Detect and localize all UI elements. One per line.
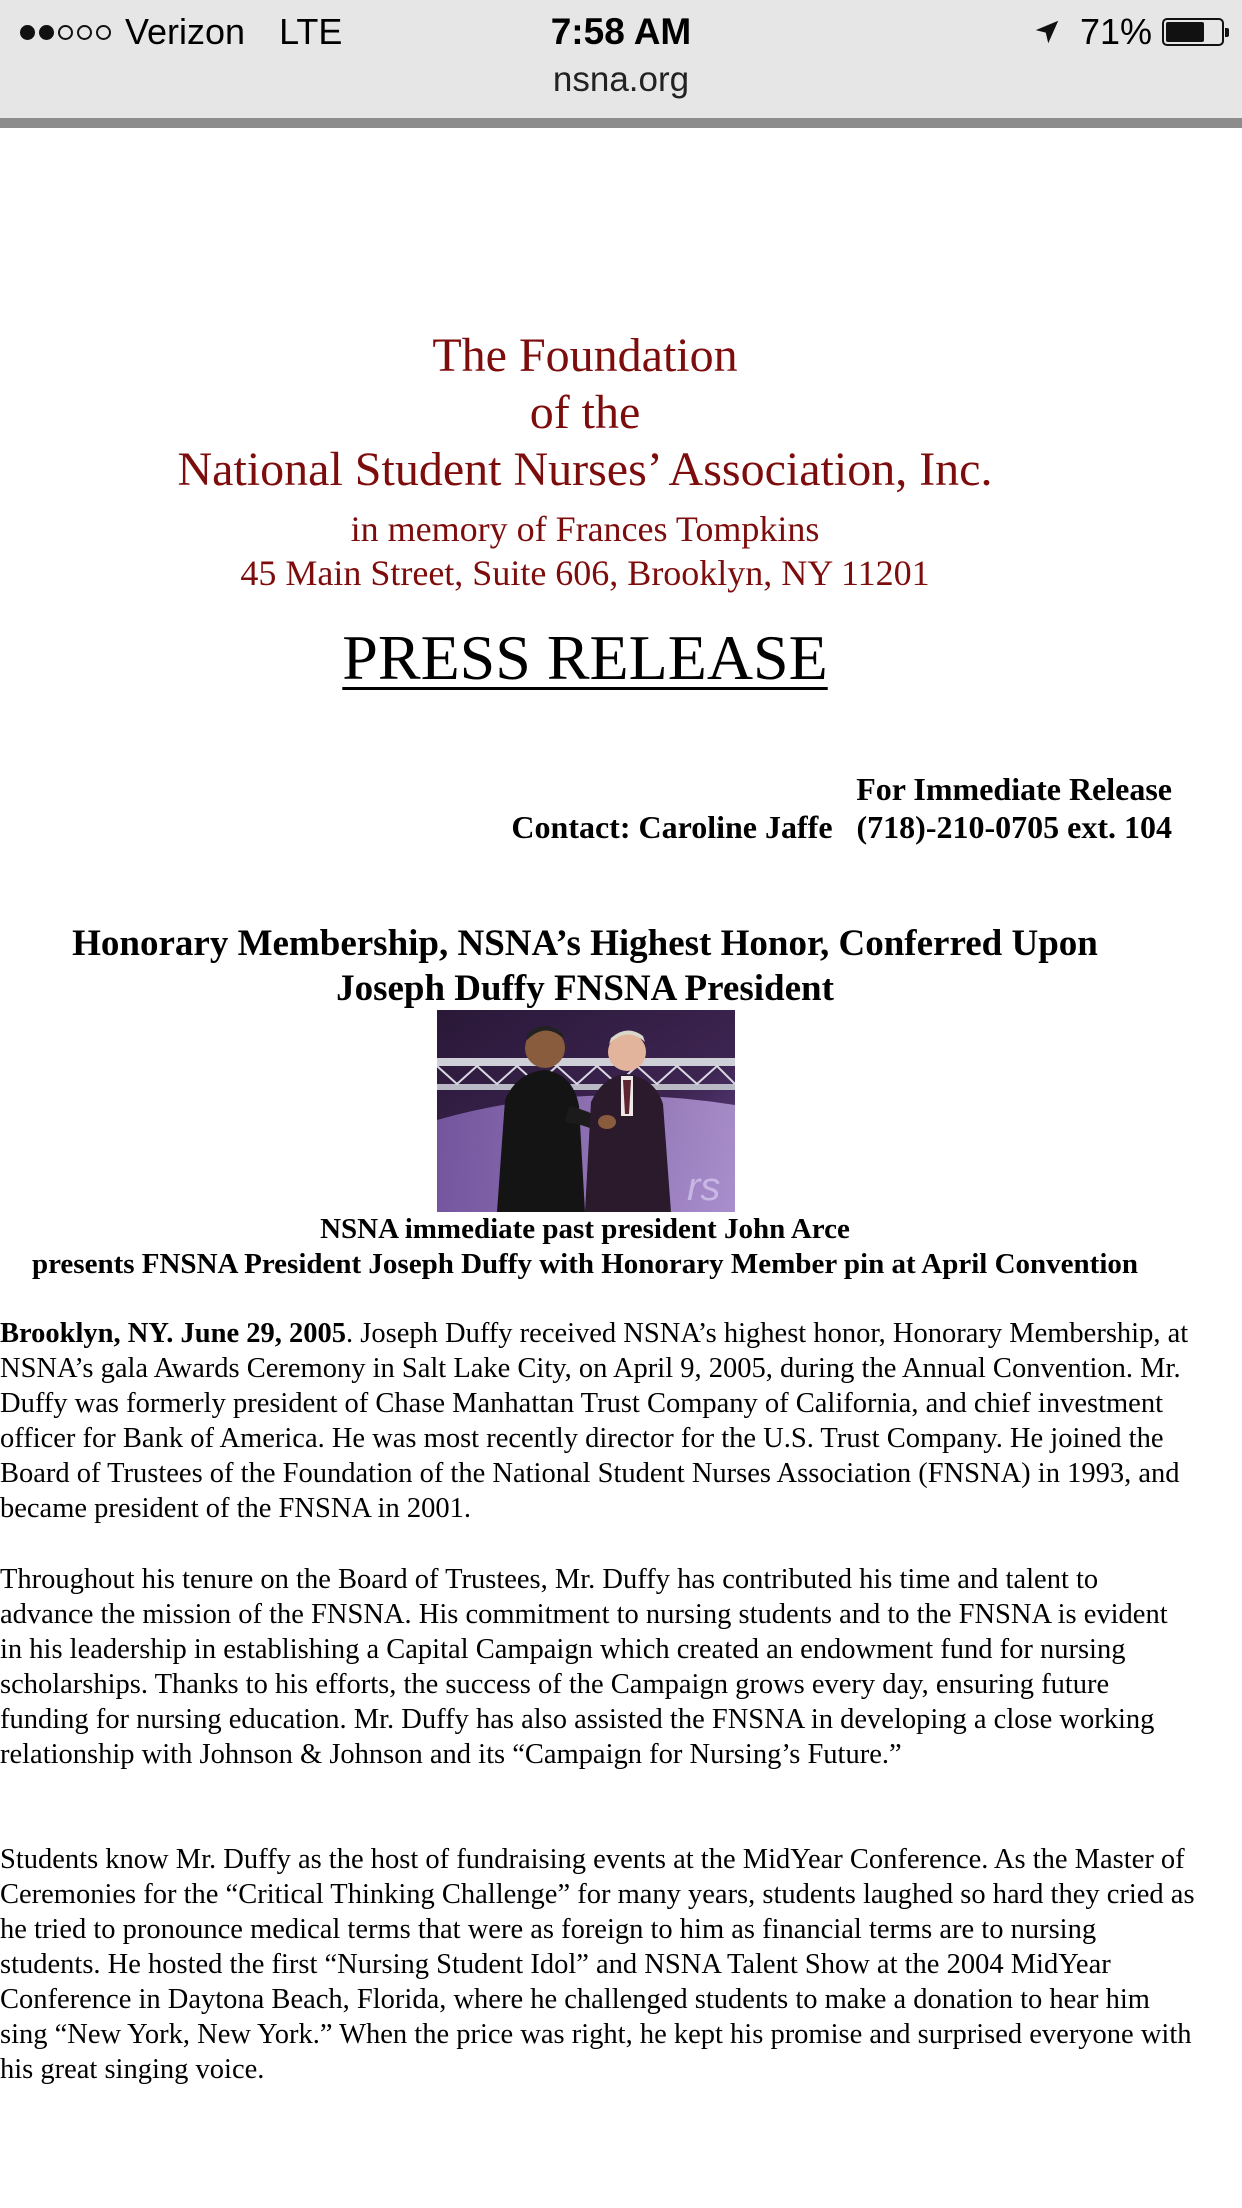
headline [0, 921, 1170, 1011]
status-right [1032, 8, 1224, 56]
browser-top-bar [0, 0, 1242, 118]
battery-icon [1162, 18, 1224, 46]
caption-line-1: NSNA immediate past president John Arce [320, 1213, 850, 1245]
dateline: Brooklyn, NY. June 29, 2005 [0, 1318, 347, 1349]
battery-cap [1225, 28, 1229, 37]
battery-percent: 71% [1079, 11, 1152, 52]
battery-fill [1166, 22, 1204, 42]
headline-line-1: Honorary Membership, NSNA’s Highest Honor, Conferred Upon [72, 923, 1098, 964]
address-bar-url[interactable]: nsna.org [552, 60, 690, 99]
letterhead-line-2: of the [529, 386, 641, 439]
award-photo-illustration [437, 1010, 735, 1212]
photo-caption [0, 1212, 1170, 1282]
letterhead-title [0, 327, 1170, 498]
letterhead-address: 45 Main Street, Suite 606, Brooklyn, NY 11201 [240, 553, 930, 593]
award-photo [437, 1010, 735, 1212]
letterhead-line-3: National Student Nurses’ Association, Inc. [177, 443, 993, 496]
location-arrow-icon [1032, 17, 1062, 47]
status-time: 7:58 AM [550, 11, 692, 52]
body-paragraph-1 [0, 1316, 1195, 1526]
body-paragraph-3: Students know Mr. Duffy as the host of fundraising events at the MidYear Conference. As the Master of Ceremonies for the “Critical Thinking Challenge” for many years, students laughed so hard they cried as he tried to pronounce medical terms that were as foreign to him as financial terms are to nursing students. He hosted the first “Nursing Student Idol” and NSNA Talent Show at the 2004 MidYear Conference in Daytona Beach, Florida, where he challenged students to make a donation to hear him sing “New York, New York.” When the price was right, he kept his promise and surprised everyone with his great singing voice. [0, 1844, 1195, 2085]
carrier-name: Verizon [125, 11, 246, 52]
body-paragraph-2: Throughout his tenure on the Board of Trustees, Mr. Duffy has contributed his time and talent to advance the mission of the FNSNA. His commitment to nursing students and to the FNSNA is evident in his leadership in establishing a Capital Campaign which created an endowment fund for nursing scholarships. Thanks to his efforts, the success of the Campaign grows every day, ensuring future funding for nursing education. Mr. Duffy has also assisted the FNSNA in developing a close working relationship with Johnson & Johnson and its “Campaign for Nursing’s Future.” [0, 1564, 1168, 1770]
caption-line-2: presents FNSNA President Joseph Duffy with Honorary Member pin at April Convention [31, 1248, 1139, 1280]
letterhead-line-1: The Foundation [432, 329, 738, 382]
network-type: LTE [279, 11, 343, 52]
paragraph-1-text: . Joseph Duffy received NSNA’s highest honor, Honorary Membership, at NSNA’s gala Awards Ceremony in Salt Lake City, on April 9, 2005, during the Annual Convention. Mr. Duffy was formerly president of Chase Manhattan Trust Company of California, and chief investment officer for Bank of America. He was most recently director for the U.S. Trust Company. He joined the Board of Trustees of the Foundation of the National Student Nurses Association (FNSNA) in 1993, and became president of the FNSNA in 2001. [0, 1318, 1189, 1524]
release-label: For Immediate Release [856, 771, 1172, 807]
headline-line-2: Joseph Duffy FNSNA President [336, 968, 834, 1009]
letterhead-subtitle [0, 507, 1170, 595]
address-bar-divider [0, 118, 1242, 128]
letterhead-memory: in memory of Frances Tompkins [350, 509, 820, 549]
contact-info: Contact: Caroline Jaffe (718)-210-0705 ext. 104 [511, 809, 1172, 845]
svg-text:rs: rs [687, 1165, 721, 1209]
press-release-title: PRESS RELEASE [342, 622, 828, 693]
